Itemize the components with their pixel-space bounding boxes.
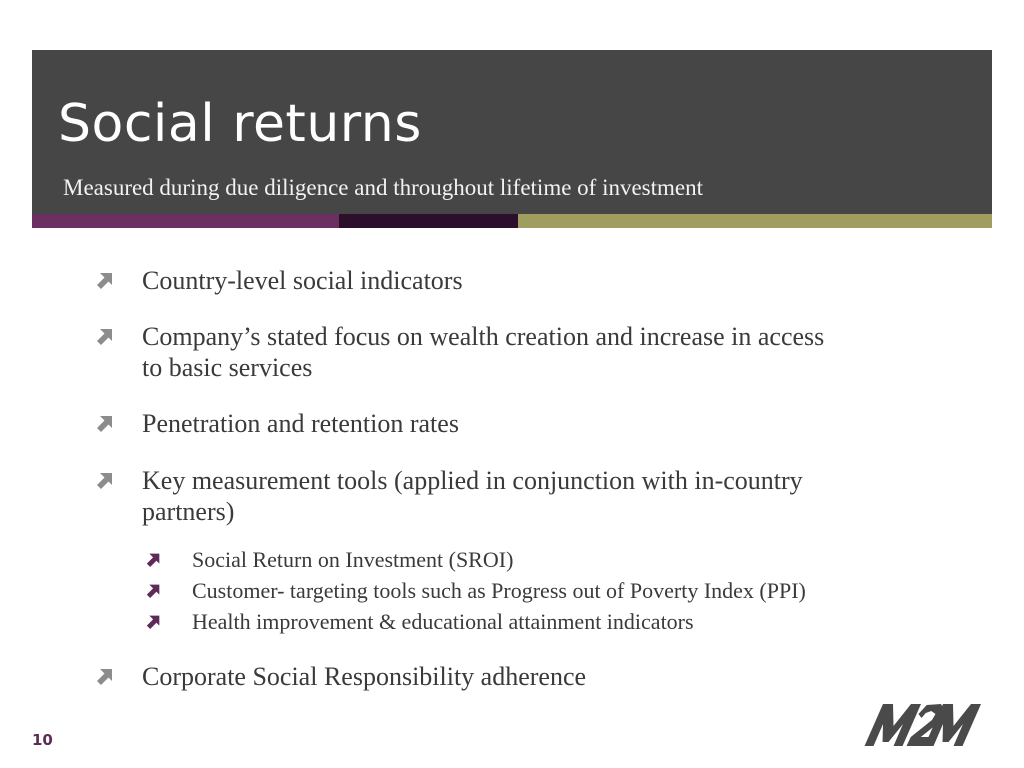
bullet-text: Company’s stated focus on wealth creation and increase in access to basic services xyxy=(142,322,825,382)
title-band xyxy=(32,50,992,214)
page-number: 10 xyxy=(32,731,53,749)
sub-bullet-text: Customer- targeting tools such as Progress out of Poverty Index (PPI) xyxy=(192,578,806,603)
accent-stripe-dark xyxy=(339,214,518,228)
bullet-text: Key measurement tools (applied in conjunction with in-country partners) xyxy=(142,466,803,526)
slide-title: Social returns xyxy=(58,94,422,154)
bullet-text: Corporate Social Responsibility adherence xyxy=(142,662,587,691)
arrow-up-right-icon xyxy=(96,271,114,289)
sub-bullet-text: Health improvement & educational attainment indicators xyxy=(192,609,694,634)
arrow-up-right-icon xyxy=(96,327,114,345)
accent-stripe-olive xyxy=(518,214,992,228)
arrow-up-right-icon xyxy=(146,614,161,629)
slide-subtitle: Measured during due diligence and throughout lifetime of investment xyxy=(63,175,704,200)
sub-bullet-text: Social Return on Investment (SROI) xyxy=(192,547,514,572)
arrow-up-right-icon xyxy=(96,414,114,432)
arrow-up-right-icon xyxy=(96,667,114,685)
arrow-up-right-icon xyxy=(146,583,161,598)
m2m-logo xyxy=(862,700,988,748)
accent-stripe-purple xyxy=(32,214,339,228)
arrow-up-right-icon xyxy=(96,471,114,489)
arrow-up-right-icon xyxy=(146,552,161,567)
bullet-text: Country-level social indicators xyxy=(142,266,463,295)
bullet-text: Penetration and retention rates xyxy=(142,409,459,438)
